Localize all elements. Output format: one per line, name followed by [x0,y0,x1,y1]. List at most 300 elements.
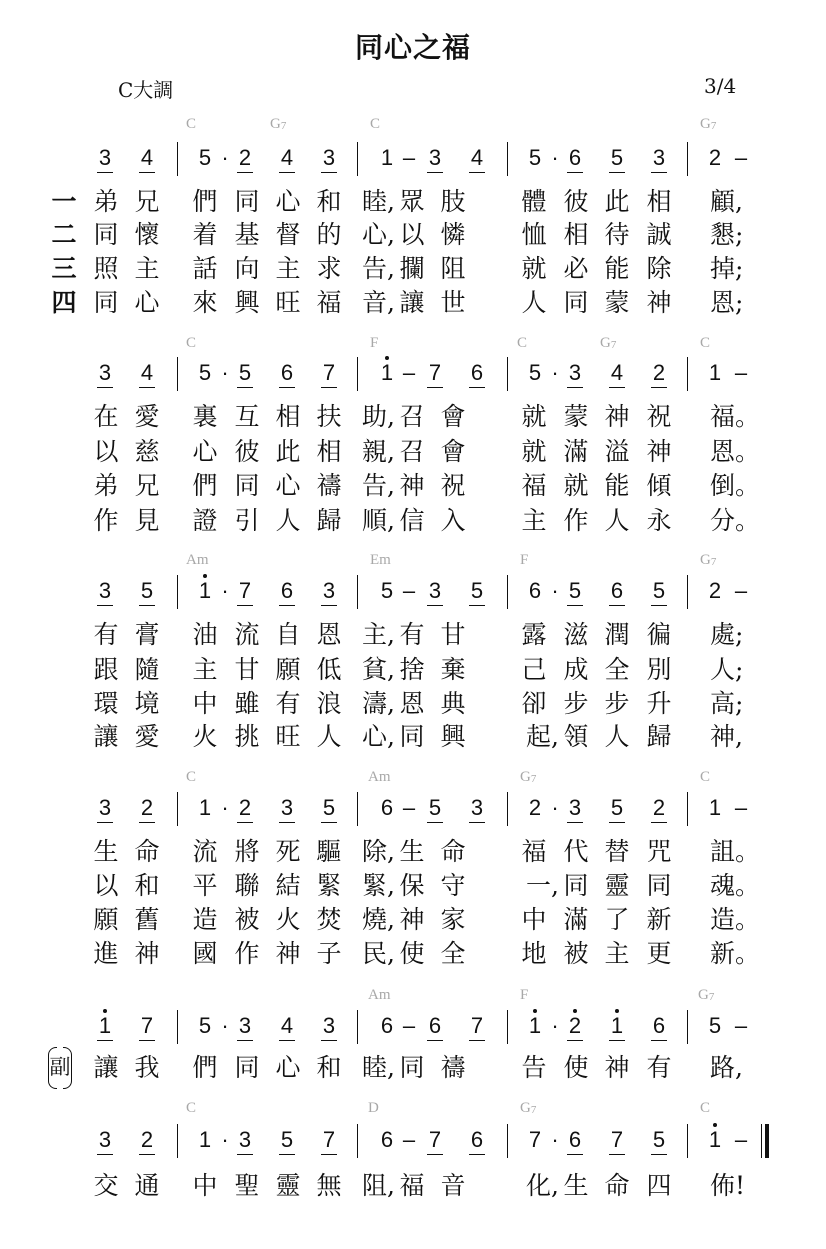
lyric-char: 就 [521,437,547,466]
high-octave-dot [533,1009,537,1013]
lyric-char: 能 [604,471,630,500]
chord-symbol: C [186,335,197,351]
lyric-char: 路, [710,1053,743,1082]
lyric-char: 心 [134,288,160,317]
dash-sign: – [402,578,416,603]
lyric-char: 此 [275,437,301,466]
lyric-char: 子 [316,939,342,968]
lyric-char: 神 [399,905,425,934]
note-number: 6 [652,1013,666,1038]
lyric-char: 照 [93,254,119,283]
lyric-char: 讓 [93,722,119,751]
lyric-char: 弟 [93,471,119,500]
lyric-char: 詛。 [710,837,761,866]
chord-symbol: C [700,335,711,351]
lyric-char: 眾 [399,187,425,216]
bar-line [687,1124,688,1158]
lyric-char: 相 [646,187,672,216]
lyric-char: 己 [521,655,547,684]
lyric-char: 領 [563,722,589,751]
note-number: 1 [379,361,395,385]
lyric-char: 人 [604,722,630,751]
lyric-char: 被 [234,905,260,934]
bar-line [507,1010,508,1044]
final-bar-thin [761,1124,762,1158]
lyric-char: 音, [362,288,395,317]
lyric-char: 和 [316,1053,342,1082]
lyric-char: 生 [563,1171,589,1200]
chord-symbol: C [700,769,711,785]
lyric-char: 人 [604,506,630,535]
note-number: 6 [280,360,294,385]
dot-sign: · [551,795,559,820]
note-number: 6 [610,578,624,603]
lyric-char: 緊, [362,871,395,900]
lyric-char: 棄 [440,655,466,684]
dash-sign: – [402,1013,416,1038]
note-number: 4 [280,1013,294,1038]
lyric-char: 引 [234,506,260,535]
lyric-char: 倒。 [710,471,761,500]
lyric-char: 祝 [440,471,466,500]
lyric-char: 讓 [399,288,425,317]
lyric-char: 的 [316,220,342,249]
lyric-char: 顧, [710,187,743,216]
lyric-char: 能 [604,254,630,283]
lyric-char: 高; [710,689,744,718]
note-number: 5 [198,1013,212,1038]
note-number: 4 [470,145,484,170]
lyric-char: 相 [316,437,342,466]
bar-line [177,1010,178,1044]
lyric-char: 生 [93,837,119,866]
note-number: 2 [140,795,154,820]
lyric-char: 舊 [134,905,160,934]
note-number: 5 [322,795,336,820]
dot-sign: · [551,1013,559,1038]
note-number: 2 [708,145,722,170]
note-number: 5 [238,360,252,385]
lyric-char: 懇; [710,220,744,249]
lyric-char: 跟 [93,655,119,684]
lyric-char: 同 [563,288,589,317]
bar-line [177,575,178,609]
note-number: 2 [238,145,252,170]
note-number: 1 [527,1014,543,1038]
note-number: 3 [470,795,484,820]
chord-symbol: F [370,335,379,351]
lyric-char: 裏 [192,402,218,431]
lyric-char: 神 [646,437,672,466]
lyric-char: 相 [563,220,589,249]
note-number: 5 [528,360,542,385]
bar-line [507,142,508,176]
lyric-char: 人 [275,506,301,535]
lyric-char: 恤 [521,220,547,249]
chord-symbol: C [186,1100,197,1116]
bar-line [507,357,508,391]
lyric-char: 旺 [275,288,301,317]
note-number: 6 [568,145,582,170]
lyric-char: 進 [93,939,119,968]
lyric-char: 典 [440,689,466,718]
lyric-char: 作 [563,506,589,535]
lyric-char: 作 [234,939,260,968]
lyric-char: 燒, [362,905,395,934]
note-number: 5 [198,145,212,170]
lyric-char: 中 [192,689,218,718]
lyric-char: 別 [646,655,672,684]
lyric-char: 魂。 [710,871,761,900]
lyric-char: 見 [134,506,160,535]
lyric-char: 順, [362,506,395,535]
lyric-char: 油 [192,620,218,649]
note-number: 3 [568,795,582,820]
note-number: 5 [528,145,542,170]
lyric-char: 肢 [440,187,466,216]
lyric-char: 督 [275,220,301,249]
lyric-char: 命 [604,1171,630,1200]
lyric-char: 以 [399,220,425,249]
lyric-char: 永 [646,506,672,535]
note-number: 6 [528,578,542,603]
lyric-char: 音 [440,1171,466,1200]
lyric-char: 同 [563,871,589,900]
lyric-char: 們 [192,471,218,500]
lyric-char: 焚 [316,905,342,934]
note-number: 7 [470,1013,484,1038]
lyric-char: 告 [521,1053,547,1082]
lyric-char: 命 [134,837,160,866]
high-octave-dot [713,1123,717,1127]
lyric-char: 恩; [710,288,744,317]
lyric-char: 神 [604,402,630,431]
note-number: 2 [567,1014,583,1038]
lyric-char: 聯 [234,871,260,900]
lyric-char: 甘 [440,620,466,649]
lyric-char: 結 [275,871,301,900]
lyric-char: 慈 [134,437,160,466]
note-number: 5 [568,578,582,603]
bar-line [687,1010,688,1044]
lyric-char: 弟 [93,187,119,216]
lyric-char: 環 [93,689,119,718]
lyric-char: 神 [646,288,672,317]
lyric-char: 地 [521,939,547,968]
note-number: 5 [708,1013,722,1038]
lyric-char: 就 [563,471,589,500]
lyric-char: 福 [521,471,547,500]
lyric-char: 緊 [316,871,342,900]
chorus-label: 副 [49,1055,71,1079]
lyric-char: 就 [521,254,547,283]
lyric-char: 人 [521,288,547,317]
lyric-char: 造 [192,905,218,934]
note-number: 5 [140,578,154,603]
lyric-char: 濤, [362,689,395,718]
chord-symbol: C [186,769,197,785]
lyric-char: 處; [710,620,744,649]
lyric-char: 徧 [646,620,672,649]
note-number: 5 [610,795,624,820]
note-number: 5 [280,1127,294,1152]
note-number: 6 [380,1013,394,1038]
lyric-char: 此 [604,187,630,216]
high-octave-dot [203,574,207,578]
lyric-char: 造。 [710,905,761,934]
lyric-char: 以 [93,437,119,466]
lyric-char: 家 [440,905,466,934]
dot-sign: · [221,360,229,385]
lyric-char: 向 [234,254,260,283]
lyric-char: 助, [362,402,395,431]
chord-symbol: $G_7$ [520,1100,537,1116]
lyric-char: 低 [316,655,342,684]
lyric-char: 福。 [710,402,761,431]
lyric-char: 誠 [646,220,672,249]
lyric-char: 同 [234,187,260,216]
lyric-char: 我 [134,1053,160,1082]
chord-symbol: D [368,1100,379,1116]
chord-symbol: Em [370,552,391,568]
lyric-char: 人 [316,722,342,751]
bar-line [687,142,688,176]
note-number: 2 [140,1127,154,1152]
chord-symbol: C [700,1100,711,1116]
lyric-char: 雖 [234,689,260,718]
lyric-char: 浪 [316,689,342,718]
chord-symbol: Am [368,987,391,1003]
dot-sign: · [221,1127,229,1152]
note-number: 6 [568,1127,582,1152]
note-number: 2 [238,795,252,820]
lyric-char: 主 [275,254,301,283]
note-number: 5 [652,578,666,603]
lyric-char: 相 [275,402,301,431]
lyric-char: 有 [275,689,301,718]
lyric-char: 阻 [440,254,466,283]
lyric-char: 蒙 [604,288,630,317]
note-number: 7 [322,1127,336,1152]
bar-line [357,357,358,391]
lyric-char: 佈! [710,1171,746,1200]
note-number: 7 [428,360,442,385]
lyric-char: 恩 [316,620,342,649]
lyric-char: 死 [275,837,301,866]
lyric-char: 起, [526,722,559,751]
note-number: 1 [380,145,394,170]
lyric-char: 同 [234,1053,260,1082]
lyric-char: 心, [362,722,395,751]
lyric-char: 潤 [604,620,630,649]
note-number: 3 [652,145,666,170]
lyric-char: 民, [362,939,395,968]
lyric-char: 就 [521,402,547,431]
lyric-char: 愛 [134,722,160,751]
lyric-char: 神 [134,939,160,968]
note-number: 3 [98,360,112,385]
bar-line [357,142,358,176]
note-number: 3 [98,578,112,603]
dot-sign: · [221,795,229,820]
bar-line [357,792,358,826]
lyric-char: 無 [316,1171,342,1200]
lyric-char: 火 [275,905,301,934]
lyric-char: 兄 [134,187,160,216]
note-number: 5 [470,578,484,603]
note-number: 7 [610,1127,624,1152]
note-number: 7 [428,1127,442,1152]
lyric-char: 們 [192,1053,218,1082]
lyric-char: 主 [604,939,630,968]
note-number: 2 [652,795,666,820]
dash-sign: – [734,1127,748,1152]
dot-sign: · [221,145,229,170]
lyric-char: 成 [563,655,589,684]
dash-sign: – [734,795,748,820]
lyric-char: 懷 [134,220,160,249]
lyric-char: 旺 [275,722,301,751]
lyric-char: 讓 [93,1053,119,1082]
bar-line [507,792,508,826]
note-number: 4 [280,145,294,170]
note-number: 5 [428,795,442,820]
bar-line [177,792,178,826]
dot-sign: · [551,360,559,385]
lyric-char: 同 [93,220,119,249]
lyric-char: 同 [399,722,425,751]
lyric-char: 同 [93,288,119,317]
lyric-char: 恩。 [710,437,761,466]
lyric-char: 願 [93,905,119,934]
lyric-char: 全 [440,939,466,968]
lyric-char: 貧, [362,655,395,684]
lyric-char: 被 [563,939,589,968]
chord-symbol: $G_7$ [270,116,287,132]
note-number: 5 [380,578,394,603]
lyric-char: 流 [192,837,218,866]
lyric-char: 彼 [234,437,260,466]
lyric-char: 一, [526,871,559,900]
note-number: 5 [198,360,212,385]
lyric-char: 福 [316,288,342,317]
lyric-char: 祝 [646,402,672,431]
lyric-char: 心 [192,437,218,466]
lyric-char: 新。 [710,939,761,968]
lyric-char: 同 [234,471,260,500]
lyric-char: 了 [604,905,630,934]
note-number: 4 [610,360,624,385]
bar-line [357,575,358,609]
bar-line [687,792,688,826]
lyric-char: 捨 [399,655,425,684]
lyric-char: 甘 [234,655,260,684]
dot-sign: · [221,578,229,603]
dot-sign: · [551,578,559,603]
final-bar-thick [765,1124,769,1158]
lyric-char: 世 [440,288,466,317]
lyric-char: 中 [192,1171,218,1200]
high-octave-dot [615,1009,619,1013]
lyric-char: 保 [399,871,425,900]
note-number: 6 [280,578,294,603]
chord-symbol: Am [186,552,209,568]
lyric-char: 着 [192,220,218,249]
note-number: 1 [707,1128,723,1152]
verse-number: 三 [51,254,77,283]
lyric-char: 歸 [646,722,672,751]
dot-sign: · [551,145,559,170]
note-number: 5 [610,145,624,170]
lyric-char: 必 [563,254,589,283]
note-number: 4 [140,145,154,170]
lyric-char: 們 [192,187,218,216]
note-number: 3 [238,1127,252,1152]
lyric-char: 心, [362,220,395,249]
lyric-char: 和 [316,187,342,216]
chord-symbol: Am [368,769,391,785]
lyric-char: 同 [646,871,672,900]
chord-symbol: C [186,116,197,132]
lyric-char: 分。 [710,506,761,535]
chorus-paren-right [63,1047,72,1089]
note-number: 3 [428,145,442,170]
lyric-char: 話 [192,254,218,283]
lyric-char: 滋 [563,620,589,649]
lyric-char: 蒙 [563,402,589,431]
lyric-char: 歸 [316,506,342,535]
lyric-char: 化, [526,1171,559,1200]
lyric-char: 福 [521,837,547,866]
note-number: 1 [198,795,212,820]
lyric-char: 禱 [440,1053,466,1082]
note-number: 3 [568,360,582,385]
dash-sign: – [402,145,416,170]
chord-symbol: $G_7$ [700,116,717,132]
lyric-char: 守 [440,871,466,900]
lyric-char: 興 [234,288,260,317]
lyric-char: 主 [192,655,218,684]
note-number: 3 [238,1013,252,1038]
dash-sign: – [734,145,748,170]
note-number: 1 [197,579,213,603]
dash-sign: – [402,360,416,385]
lyric-char: 睦, [362,187,395,216]
lyric-char: 愛 [134,402,160,431]
note-number: 3 [322,578,336,603]
lyric-char: 證 [192,506,218,535]
lyric-char: 更 [646,939,672,968]
chord-symbol: F [520,987,529,1003]
lyric-char: 生 [399,837,425,866]
note-number: 6 [380,795,394,820]
lyric-char: 替 [604,837,630,866]
bar-line [507,575,508,609]
note-number: 3 [98,1127,112,1152]
note-number: 1 [708,795,722,820]
note-number: 3 [98,145,112,170]
note-number: 3 [428,578,442,603]
lyric-char: 滿 [563,905,589,934]
note-number: 6 [428,1013,442,1038]
lyric-char: 新 [646,905,672,934]
lyric-char: 露 [521,620,547,649]
lyric-char: 聖 [234,1171,260,1200]
lyric-char: 驅 [316,837,342,866]
lyric-char: 基 [234,220,260,249]
lyric-char: 使 [563,1053,589,1082]
lyric-char: 憐 [440,220,466,249]
